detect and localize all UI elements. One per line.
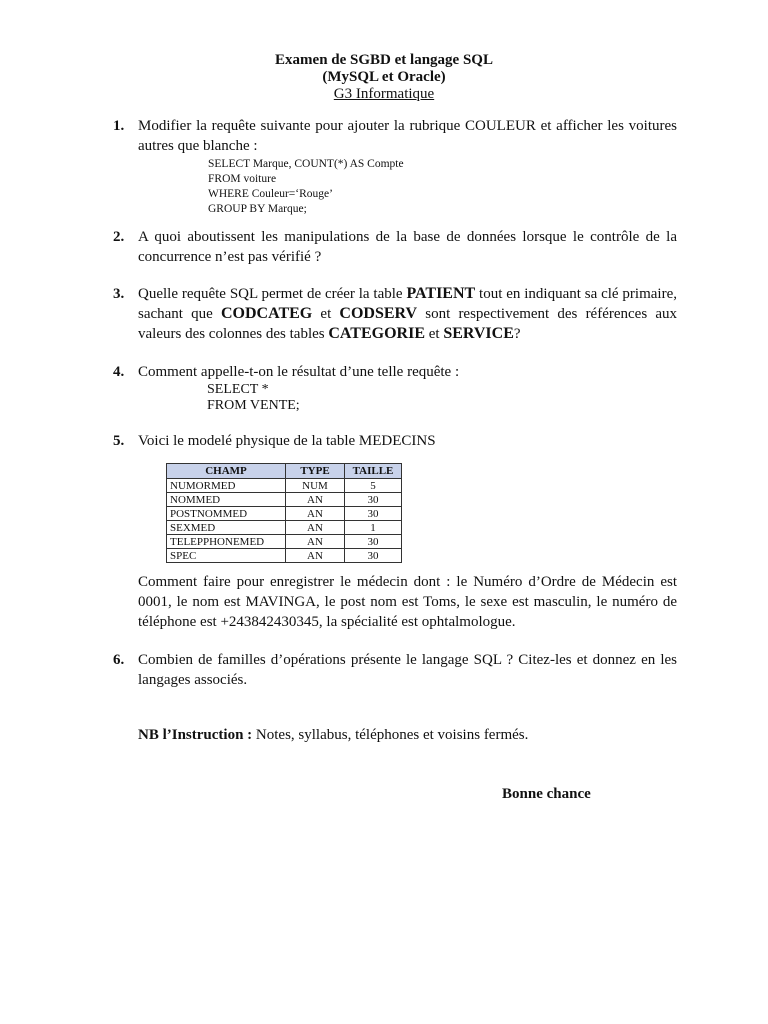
question-text: Modifier la requête suivante pour ajouter la rubrique COULEUR et afficher les voitures autres que blanche : (138, 118, 677, 154)
table-row (167, 521, 402, 535)
code-line: SELECT * (207, 382, 269, 397)
cell-champ: SPEC (167, 549, 286, 563)
cell-champ: TELEPPHONEMED (167, 535, 286, 549)
table-row (167, 507, 402, 521)
table-row (167, 479, 402, 493)
medecins-table (166, 463, 402, 563)
instruction-text: Notes, syllabus, téléphones et voisins fermés. (252, 727, 529, 743)
exam-subtitle: (MySQL et Oracle) (322, 69, 446, 85)
question-text: A quoi aboutissent les manipulations de la base de données lorsque le contrôle de la concurrence n’est pas vérifié ? (138, 229, 677, 265)
sql-code-block (208, 157, 677, 217)
question-number: 4. (113, 364, 125, 380)
question-1 (113, 116, 677, 217)
cell-type: AN (286, 521, 345, 535)
question-text (138, 284, 677, 344)
table-name-categorie: CATEGORIE (328, 325, 425, 342)
cell-taille: 30 (345, 493, 402, 507)
question-number: 2. (113, 229, 125, 245)
question-text: Combien de familles d’opérations présente le langage SQL ? Citez-les et donnez en les langages associés. (138, 652, 677, 688)
question-6 (113, 650, 677, 690)
table-row (167, 535, 402, 549)
cell-type: AN (286, 549, 345, 563)
cell-type: NUM (286, 479, 345, 493)
question-text: Voici le modelé physique de la table MEDECINS (138, 433, 436, 449)
cell-champ: NUMORMED (167, 479, 286, 493)
question-5 (113, 431, 677, 451)
instruction-note (138, 727, 528, 744)
question-3 (113, 284, 677, 344)
cell-taille: 1 (345, 521, 402, 535)
question-2 (113, 227, 677, 267)
field-codserv: CODSERV (339, 305, 418, 322)
question-text: Comment appelle-t-on le résultat d’une telle requête : (138, 364, 460, 380)
code-line: FROM VENTE; (207, 398, 300, 413)
sql-code-block (207, 382, 677, 414)
column-header: TAILLE (345, 464, 402, 479)
instruction-label: NB l’Instruction : (138, 727, 253, 743)
cell-taille: 5 (345, 479, 402, 493)
code-line: GROUP BY Marque; (208, 203, 307, 215)
cell-taille: 30 (345, 549, 402, 563)
table-name-patient: PATIENT (406, 285, 476, 302)
closing-text: Bonne chance (502, 786, 591, 802)
column-header: CHAMP (167, 464, 286, 479)
exam-title: Examen de SGBD et langage SQL (275, 52, 493, 68)
text-span: Quelle requête SQL permet de créer la table (138, 286, 407, 302)
text-span: sont respectivement des références aux valeurs des colonnes des tables (138, 306, 678, 342)
table-row (167, 493, 402, 507)
question-5-followup (113, 572, 677, 632)
table-row (167, 549, 402, 563)
cell-champ: NOMMED (167, 493, 286, 507)
question-4 (113, 362, 677, 414)
column-header: TYPE (286, 464, 345, 479)
question-number: 6. (113, 652, 125, 668)
cell-type: AN (286, 535, 345, 549)
exam-class: G3 Informatique (333, 86, 435, 102)
text-span: et (424, 326, 444, 342)
cell-taille: 30 (345, 535, 402, 549)
question-text: Comment faire pour enregistrer le médecin dont : le Numéro d’Ordre de Médecin est 0001, le nom est MAVINGA, le post nom est Toms, le sexe est masculin, le numéro de téléphone est +243842430345, la spécialité est ophtalmologue. (138, 574, 677, 630)
text-span: tout en indiquant sa clé primaire, sachant que (138, 286, 677, 322)
table-name-service: SERVICE (443, 325, 514, 342)
cell-champ: SEXMED (167, 521, 286, 535)
cell-type: AN (286, 507, 345, 521)
question-number: 1. (113, 118, 125, 134)
cell-champ: POSTNOMMED (167, 507, 286, 521)
text-span: ? (513, 326, 521, 342)
field-codcateg: CODCATEG (220, 305, 313, 322)
code-line: FROM voiture (208, 173, 277, 185)
question-number: 3. (113, 286, 125, 302)
code-line: WHERE Couleur=‘Rouge’ (208, 188, 333, 200)
text-span: et (312, 306, 340, 322)
question-number: 5. (113, 433, 125, 449)
cell-taille: 30 (345, 507, 402, 521)
cell-type: AN (286, 493, 345, 507)
code-line: SELECT Marque, COUNT(*) AS Compte (208, 158, 404, 170)
